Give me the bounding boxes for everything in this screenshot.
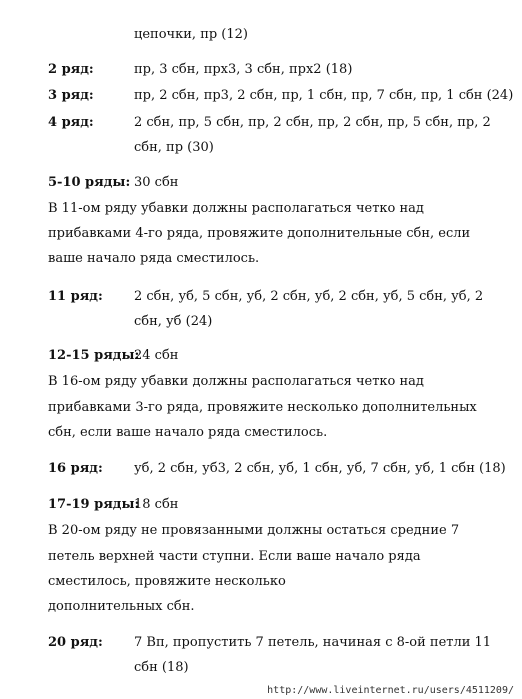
note-3-line: петель верхней части ступни. Если ваше начало ряда [48,549,421,564]
row-text: сбн, пр (30) [134,140,214,155]
row-label: 4 ряд: [48,115,94,130]
row-text: сбн, уб (24) [134,314,213,329]
row-text: 30 сбн [134,175,179,190]
row-label: 20 ряд: [48,635,103,650]
note-3-line: В 20-ом ряду не провязанными должны остаться средние 7 [48,523,460,538]
row-text: пр, 2 сбн, пр3, 2 сбн, пр, 1 сбн, пр, 7 сбн, пр, 1 сбн (24) [134,88,514,103]
source-url: http://www.liveinternet.ru/users/4511209/ [267,685,514,696]
note-3-line: дополнительных сбн. [48,599,195,614]
row-label: 5-10 ряды: [48,175,131,190]
row-label: 12-15 ряды: [48,348,140,363]
note-1-line: ваше начало ряда сместилось. [48,251,260,266]
row-label: 2 ряд: [48,62,94,77]
row-text: пр, 3 сбн, прх3, 3 сбн, прх2 (18) [134,62,353,77]
row-text: 2 сбн, уб, 5 сбн, уб, 2 сбн, уб, 2 сбн, уб, 5 сбн, уб, 2 [134,289,484,304]
row-text: 2 сбн, пр, 5 сбн, пр, 2 сбн, пр, 2 сбн, пр, 5 сбн, пр, 2 [134,115,491,130]
note-2-line: сбн, если ваше начало ряда сместилось. [48,425,328,440]
note-1-line: прибавками 4-го ряда, провяжите дополнительные сбн, если [48,226,471,241]
row-label: 17-19 ряды: [48,497,140,512]
row-text: сбн (18) [134,660,189,675]
intro-line: цепочки, пр (12) [134,27,248,42]
row-text: уб, 2 сбн, уб3, 2 сбн, уб, 1 сбн, уб, 7 сбн, уб, 1 сбн (18) [134,461,506,476]
row-label: 11 ряд: [48,289,103,304]
row-text: 24 сбн [134,348,179,363]
note-3-line: сместилось, провяжите несколько [48,574,286,589]
row-text: 18 сбн [134,497,179,512]
note-2-line: В 16-ом ряду убавки должны располагаться четко над [48,374,424,389]
note-1-line: В 11-ом ряду убавки должны располагаться четко над [48,201,424,216]
row-label: 16 ряд: [48,461,103,476]
note-2-line: прибавками 3-го ряда, провяжите несколько дополнительных [48,400,477,415]
row-label: 3 ряд: [48,88,94,103]
row-text: 7 Вп, пропустить 7 петель, начиная с 8-ой петли 11 [134,635,492,650]
